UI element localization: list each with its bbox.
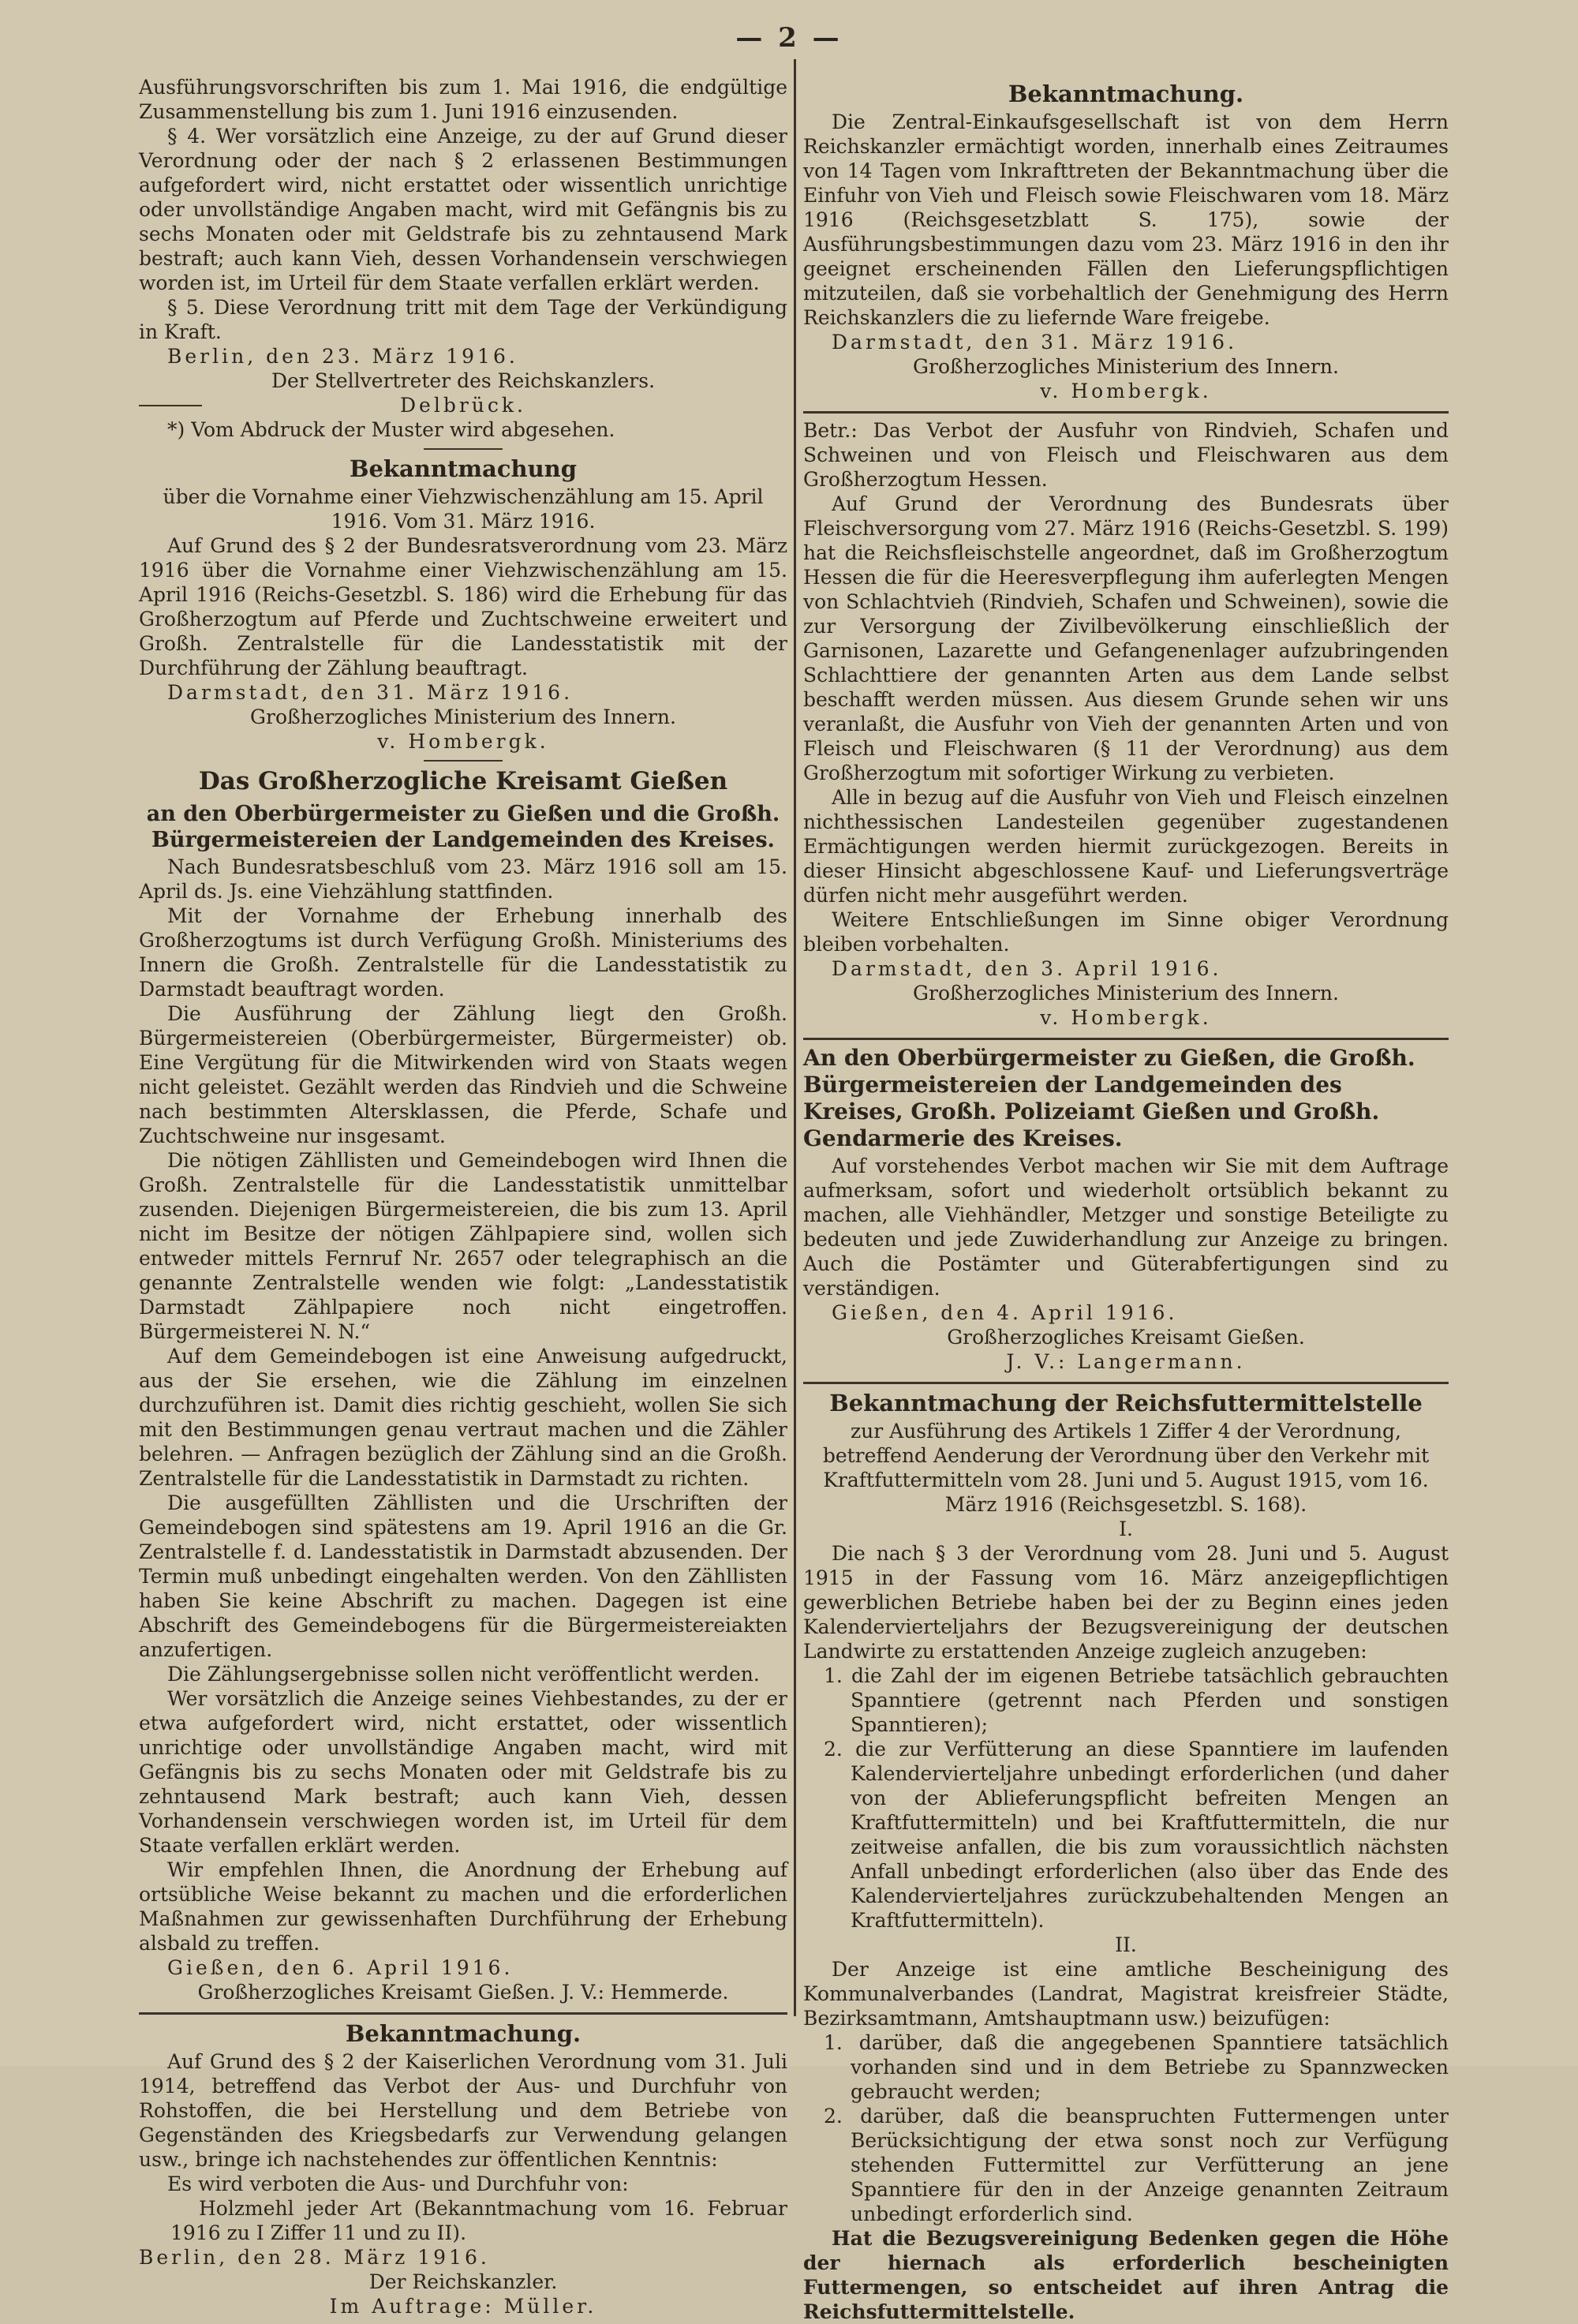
- paragraph: Alle in bezug auf die Ausfuhr von Vieh und Fleisch einzelnen nichthessischen Landesteilen gegenüber zugestandenen Ermächtigungen werden hiermit zurückgezogen. Bereits in dieser Hinsicht abgeschlossene Kauf- und Lieferungsverträge dürfen nicht mehr ausgeführt werden.: [803, 786, 1449, 907]
- dateline: Darmstadt, den 3. April 1916.: [832, 957, 1222, 980]
- divider: [424, 760, 503, 762]
- section-heading: Bekanntmachung.: [345, 2020, 581, 2047]
- column-divider: [794, 59, 796, 2016]
- signature: Großherzogliches Ministerium des Innern.: [913, 982, 1339, 1005]
- paragraph: Die nötigen Zähllisten und Gemeindebogen wird Ihnen die Großh. Zentralstelle für die Landesstatistik unmittelbar zusenden. Diejenigen Bürgermeistereien, die bis zum 13. April nicht im Besitze der nötigen Zählpapiere sind, wollen sich entweder mittels Fernruf Nr. 2657 oder telegraphisch an die genannte Zentralstelle wenden wie folgt: „Landesstatistik Darmstadt Zählpapiere noch nicht eingetroffen. Bürgermeisterei N. N.“: [139, 1149, 787, 1343]
- section-subtitle: zur Ausführung des Artikels 1 Ziffer 4 der Verordnung, betreffend Aenderung der Verordnung über den Verkehr mit Kraftfuttermitteln vom 28. Juni und 5. August 1915, vom 16. März 1916 (Reichsgesetzbl. S. 168).: [822, 1420, 1430, 1516]
- dateline: Darmstadt, den 31. März 1916.: [167, 681, 574, 704]
- page-number: — 2 —: [735, 22, 843, 54]
- signature: Delbrück.: [400, 394, 526, 417]
- signature: Großherzogliches Ministerium des Innern.: [250, 705, 676, 728]
- dateline: Gießen, den 6. April 1916.: [167, 1956, 514, 1979]
- paragraph: Die ausgefüllten Zähllisten und die Urschriften der Gemeindebogen sind spätestens am 19. April 1916 an die Gr. Zentralstelle f. d. Landesstatistik in Darmstadt abzusenden. Der Termin muß unbedingt eingehalten werden. Von den Zähllisten haben Sie keine Abschrift zu machen. Dagegen ist eine Abschrift des Gemeindebogens für die Bürgermeistereiakten anzufertigen.: [139, 1491, 787, 1661]
- signature: Großherzogliches Kreisamt Gießen. J. V.: Hemmerde.: [197, 1981, 729, 2004]
- paragraph: Ausführungsvorschriften bis zum 1. Mai 1916, die endgültige Zusammenstellung bis zum 1. Juni 1916 einzusenden.: [139, 76, 787, 123]
- paragraph: Es wird verboten die Aus- und Durchfuhr von:: [167, 2172, 629, 2195]
- divider: [803, 411, 1449, 414]
- paragraph: Betr.: Das Verbot der Ausfuhr von Rindvieh, Schafen und Schweinen und von Fleisch und Fleischwaren aus dem Großherzogtum Hessen.: [803, 419, 1449, 491]
- paragraph: Auf Grund des § 2 der Bundesratsverordnung vom 23. März 1916 über die Vornahme einer Viehzwischenzählung am 15. April 1916 (Reichs-Gesetzbl. S. 186) wird die Erhebung für das Großherzogtum auf Pferde und Zuchtschweine erweitert und Großh. Zentralstelle für die Landesstatistik mit der Durchführung der Zählung beauftragt.: [139, 534, 787, 679]
- paragraph: Die Zählungsergebnisse sollen nicht veröffentlicht werden.: [167, 1663, 760, 1686]
- section-subtitle: an den Oberbürgermeister zu Gießen und die Großh. Bürgermeistereien der Landgemeinden des Kreises.: [146, 802, 780, 852]
- section-subtitle: über die Vornahme einer Viehzwischenzählung am 15. April 1916. Vom 31. März 1916.: [163, 485, 764, 533]
- section-heading: Bekanntmachung: [349, 455, 578, 482]
- paragraph: Wir empfehlen Ihnen, die Anordnung der Erhebung auf ortsübliche Weise bekannt zu machen und die erforderlichen Maßnahmen zur gewissenhaften Durchführung der Erhebung alsbald zu treffen.: [139, 1858, 787, 1955]
- signature: Großherzogliches Kreisamt Gießen.: [947, 1326, 1305, 1349]
- paragraph: Auf dem Gemeindebogen ist eine Anweisung aufgedruckt, aus der Sie ersehen, wie die Zählung im einzelnen durchzuführen ist. Damit dies richtig geschieht, wollen Sie sich mit den Bestimmungen genau vertraut machen und die Zähler belehren. — Anfragen bezüglich der Zählung sind an die Großh. Zentralstelle für die Landesstatistik in Darmstadt zu richten.: [139, 1345, 787, 1490]
- list-item: 2. die zur Verfütterung an diese Spanntiere im laufenden Kalendervierteljahre unbedingt erforderlichen (und daher von der Ablieferungspflicht befreiten Mengen an Kraftfuttermitteln) und bei Kraftfuttermitteln, die nur zeitweise anfallen, die bis zum voraussichtlich nächsten Anfall unbedingt erforderlichen (also über das Ende des Kalendervierteljahres zurückzubehaltenden Mengen an Kraftfuttermitteln).: [824, 1738, 1449, 1932]
- signature-row: [139, 393, 787, 417]
- signature: Der Reichskanzler.: [368, 2270, 558, 2293]
- section-numeral: II.: [1115, 1933, 1137, 1956]
- section-numeral: I.: [1119, 1518, 1133, 1540]
- signature: Großherzogliches Ministerium des Innern.: [913, 355, 1339, 378]
- paragraph: Hat die Bezugsvereinigung Bedenken gegen die Höhe der hiernach als erforderlich bescheinigten Futtermengen, so entscheidet auf ihren Antrag die Reichsfuttermittelstelle.: [803, 2227, 1449, 2323]
- divider: [139, 405, 202, 406]
- footnote: *) Vom Abdruck der Muster wird abgesehen.: [167, 418, 615, 441]
- paragraph: Auf Grund der Verordnung des Bundesrats über Fleischversorgung vom 27. März 1916 (Reichs-Gesetzbl. S. 199) hat die Reichsfleischstelle angeordnet, daß im Großherzogtum Hessen die für die Heeresverpflegung ihm auferlegten Mengen von Schlachtvieh (Rindvieh, Schafen und Schweinen), sowie die zur Versorgung der Zivilbevölkerung einschließlich der Garnisonen, Lazarette und Gefangenenlager aufzubringenden Schlachttiere der genannten Arten aus dem Lande selbst beschafft werden müssen. Aus diesem Grunde sehen wir uns veranlaßt, die Ausfuhr von Vieh der genannten Arten und von Fleisch und Fleischwaren (§ 11 der Verordnung) aus dem Großherzogtum mit sofortiger Wirkung zu verbieten.: [803, 492, 1449, 784]
- signature: Im Auftrage: Müller.: [329, 2295, 597, 2318]
- paragraph: Der Anzeige ist eine amtliche Bescheinigung des Kommunalverbandes (Landrat, Magistrat kreisfreier Städte, Bezirksamtmann, Amtshauptmann usw.) beizufügen:: [803, 1958, 1449, 2030]
- paragraph: Auf Grund des § 2 der Kaiserlichen Verordnung vom 31. Juli 1914, betreffend das Verbot der Aus- und Durchfuhr von Rohstoffen, die bei Herstellung und dem Betriebe von Gegenständen des Kriegsbedarfs zur Verwendung gelangen usw., bringe ich nachstehendes zur öffentlichen Kenntnis:: [139, 2050, 787, 2171]
- divider: [139, 2012, 787, 2015]
- signature: Der Stellvertreter des Reichskanzlers.: [271, 369, 656, 392]
- divider: [803, 1038, 1449, 1040]
- signature: v. Hombergk.: [1040, 380, 1212, 402]
- dateline: Berlin, den 23. März 1916.: [167, 345, 518, 368]
- paragraph: Die nach § 3 der Verordnung vom 28. Juni und 5. August 1915 in der Fassung vom 16. März anzeigepflichtigen gewerblichen Betriebe haben bei der zu Beginn eines jeden Kalendervierteljahrs der Bezugsvereinigung der deutschen Landwirte zu erstattenden Anzeige zugleich anzugeben:: [803, 1542, 1449, 1663]
- section-heading: Das Großherzogliche Kreisamt Gießen: [198, 767, 728, 795]
- section-heading: Bekanntmachung der Reichsfuttermittelstelle: [829, 1390, 1423, 1416]
- right-column: [803, 75, 1449, 2323]
- signature: J. V.: Langermann.: [1006, 1350, 1246, 1373]
- left-column: [139, 75, 787, 2318]
- paragraph: Die Ausführung der Zählung liegt den Großh. Bürgermeistereien (Oberbürgermeister, Bürgermeister) ob. Eine Vergütung für die Mitwirkenden wird von Staats wegen nicht geleistet. Gezählt werden das Rindvieh und die Schweine nach bestimmten Altersklassen, die Pferde, Schafe und Zuchtschweine nur insgesamt.: [139, 1002, 787, 1147]
- paragraph: Holzmehl jeder Art (Bekanntmachung vom 16. Februar 1916 zu I Ziffer 11 und zu II).: [170, 2197, 787, 2244]
- paragraph: § 5. Diese Verordnung tritt mit dem Tage der Verkündigung in Kraft.: [139, 296, 787, 343]
- paragraph: Mit der Vornahme der Erhebung innerhalb des Großherzogtums ist durch Verfügung Großh. Ministeriums des Innern die Großh. Zentralstelle für die Landesstatistik zu Darmstadt beauftragt worden.: [139, 904, 787, 1001]
- signature: v. Hombergk.: [377, 730, 549, 753]
- dateline: Darmstadt, den 31. März 1916.: [832, 331, 1238, 354]
- paragraph: Wer vorsätzlich die Anzeige seines Viehbestandes, zu der er etwa aufgefordert wird, nicht erstattet, oder wissentlich unrichtige oder unvollständige Angaben macht, wird mit Gefängnis bis zu sechs Monaten oder mit Geldstrafe bis zu zehntausend Mark bestraft; auch kann Vieh, dessen Vorhandensein verschwiegen worden ist, im Urteil für dem Staate verfallen erklärt werden.: [139, 1687, 787, 1857]
- list-item: 2. darüber, daß die beanspruchten Futtermengen unter Berücksichtigung der etwa sonst noch zur Verfügung stehenden Futtermittel zur Verfütterung an jene Spanntiere für den in der Anzeige genannten Zeitraum unbedingt erforderlich sind.: [824, 2105, 1449, 2225]
- list-item: 1. die Zahl der im eigenen Betriebe tatsächlich gebrauchten Spanntiere (getrennt nach Pferden und sonstigen Spanntieren);: [824, 1664, 1449, 1736]
- divider: [424, 448, 503, 450]
- dateline: Gießen, den 4. April 1916.: [832, 1301, 1178, 1324]
- paragraph: Weitere Entschließungen im Sinne obiger Verordnung bleiben vorbehalten.: [803, 908, 1449, 956]
- divider: [803, 1382, 1449, 1384]
- paragraph: § 4. Wer vorsätzlich eine Anzeige, zu der auf Grund dieser Verordnung oder der nach § 2 erlassenen Bestimmungen aufgefordert wird, nicht erstattet oder wissentlich unrichtige oder unvollständige Angaben macht, wird mit Gefängnis bis zu sechs Monaten oder mit Geldstrafe bis zu zehntausend Mark bestraft; auch kann Vieh, dessen Vorhandensein verschwiegen worden ist, im Urteil für dem Staate verfallen erklärt werden.: [139, 125, 787, 294]
- list-item: 1. darüber, daß die angegebenen Spanntiere tatsächlich vorhanden sind und in dem Betriebe zu Spannzwecken gebraucht werden;: [824, 2031, 1449, 2103]
- dateline: Berlin, den 28. März 1916.: [139, 2246, 490, 2269]
- section-heading: An den Oberbürgermeister zu Gießen, die Großh. Bürgermeistereien der Landgemeinden des Kreises, Großh. Polizeiamt Gießen und Großh. Gendarmerie des Kreises.: [803, 1045, 1415, 1151]
- paragraph: Auf vorstehendes Verbot machen wir Sie mit dem Auftrage aufmerksam, sofort und wiederholt ortsüblich bekannt zu machen, alle Viehhändler, Metzger und sonstige Beteiligte zu bedeuten und jede Zuwiderhandlung zur Anzeige zu bringen. Auch die Postämter und Güterabfertigungen sind zu verständigen.: [803, 1155, 1449, 1300]
- paragraph: Nach Bundesratsbeschluß vom 23. März 1916 soll am 15. April ds. Js. eine Viehzählung stattfinden.: [139, 855, 787, 903]
- section-heading: Bekanntmachung.: [1008, 80, 1244, 107]
- signature: v. Hombergk.: [1040, 1006, 1212, 1029]
- paragraph: Die Zentral-Einkaufsgesellschaft ist von dem Herrn Reichskanzler ermächtigt worden, innerhalb eines Zeitraumes von 14 Tagen vom Inkrafttreten der Bekanntmachung über die Einfuhr von Vieh und Fleisch sowie Fleischwaren vom 18. März 1916 (Reichsgesetzblatt S. 175), sowie der Ausführungsbestimmungen dazu vom 23. März 1916 in den ihr geeignet erscheinenden Fällen den Lieferungspflichtigen mitzuteilen, daß sie vorbehaltlich der Genehmigung des Herrn Reichskanzlers die zu liefernde Ware freigebe.: [803, 110, 1449, 329]
